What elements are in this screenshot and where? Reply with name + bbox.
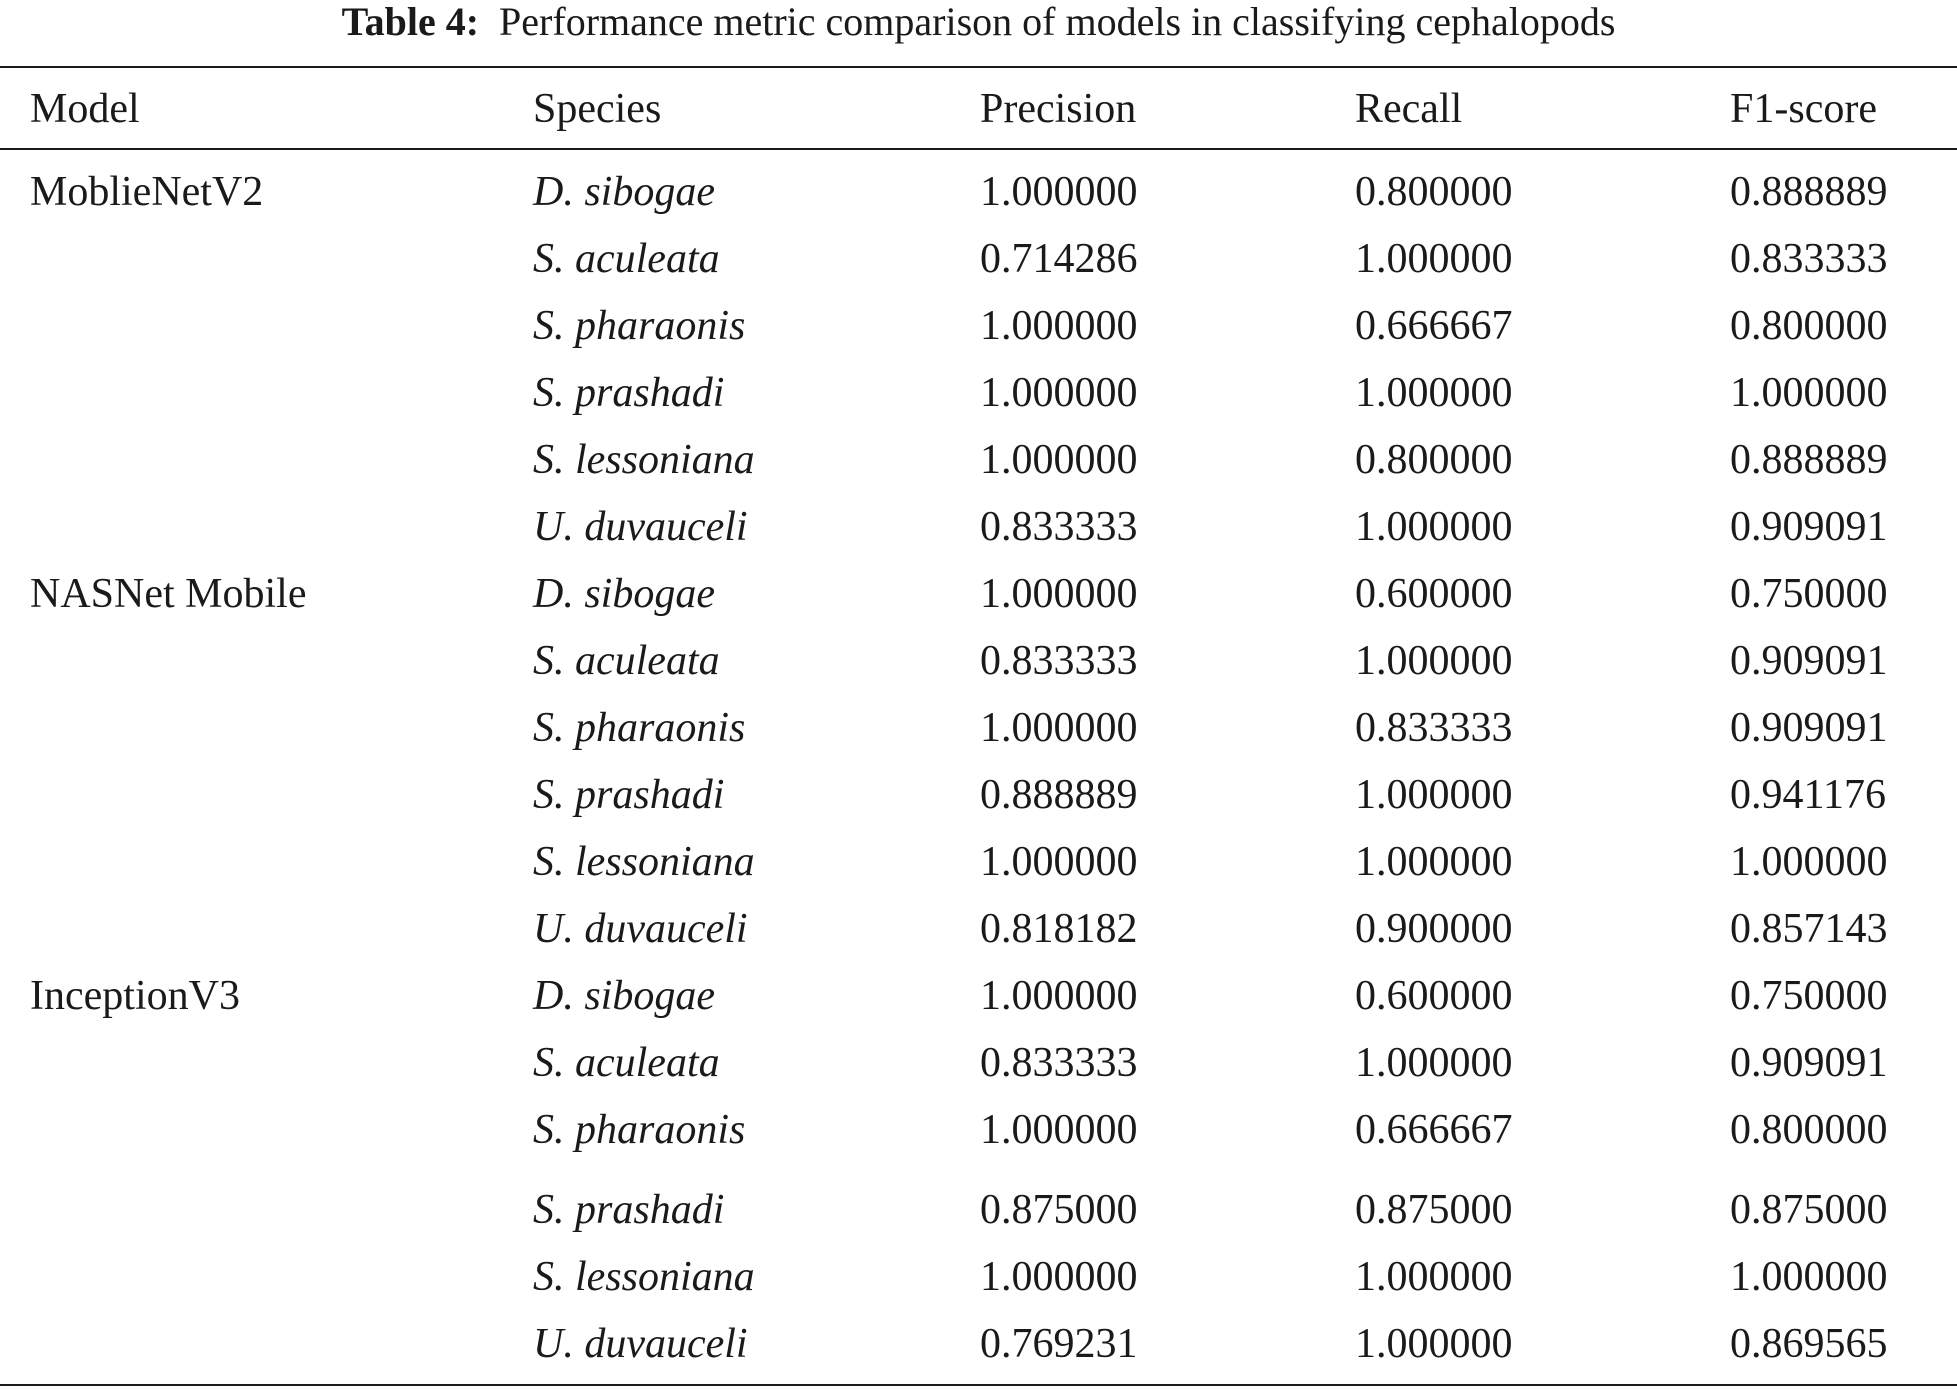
cell-species: S. prashadi xyxy=(533,370,725,416)
cell-f1-score: 0.909091 xyxy=(1730,638,1888,684)
cell-precision: 0.875000 xyxy=(980,1187,1138,1233)
cell-species: S. pharaonis xyxy=(533,705,746,751)
cell-species: U. duvauceli xyxy=(533,906,748,952)
cell-precision: 1.000000 xyxy=(980,437,1138,483)
cell-recall: 1.000000 xyxy=(1355,1321,1513,1367)
cell-model: InceptionV3 xyxy=(30,973,240,1019)
table-header-rule xyxy=(0,148,1957,150)
cell-recall: 0.666667 xyxy=(1355,303,1513,349)
cell-recall: 0.800000 xyxy=(1355,169,1513,215)
table-top-rule xyxy=(0,66,1957,68)
cell-f1-score: 1.000000 xyxy=(1730,1254,1888,1300)
cell-recall: 0.600000 xyxy=(1355,571,1513,617)
cell-species: S. prashadi xyxy=(533,772,725,818)
caption-text: Performance metric comparison of models in classifying cephalopods xyxy=(499,0,1616,44)
cell-recall: 1.000000 xyxy=(1355,1254,1513,1300)
cell-model: MoblieNetV2 xyxy=(30,169,264,215)
cell-f1-score: 0.800000 xyxy=(1730,303,1888,349)
cell-precision: 0.833333 xyxy=(980,504,1138,550)
table-caption xyxy=(0,0,1957,44)
cell-species: D. sibogae xyxy=(533,973,715,1019)
cell-f1-score: 0.875000 xyxy=(1730,1187,1888,1233)
cell-f1-score: 0.941176 xyxy=(1730,772,1886,818)
cell-precision: 0.714286 xyxy=(980,236,1138,282)
cell-model: NASNet Mobile xyxy=(30,571,307,617)
cell-f1-score: 0.800000 xyxy=(1730,1107,1888,1153)
cell-recall: 0.833333 xyxy=(1355,705,1513,751)
cell-recall: 0.800000 xyxy=(1355,437,1513,483)
cell-precision: 0.833333 xyxy=(980,1040,1138,1086)
cell-species: S. lessoniana xyxy=(533,1254,755,1300)
cell-species: S. lessoniana xyxy=(533,437,755,483)
header-recall: Recall xyxy=(1355,86,1463,132)
cell-precision: 1.000000 xyxy=(980,973,1138,1019)
cell-species: S. lessoniana xyxy=(533,839,755,885)
cell-species: S. pharaonis xyxy=(533,303,746,349)
cell-f1-score: 0.909091 xyxy=(1730,504,1888,550)
cell-species: U. duvauceli xyxy=(533,504,748,550)
caption-label: Table 4: xyxy=(341,0,480,44)
header-species: Species xyxy=(533,86,662,132)
cell-recall: 1.000000 xyxy=(1355,638,1513,684)
cell-f1-score: 0.888889 xyxy=(1730,169,1888,215)
cell-f1-score: 1.000000 xyxy=(1730,839,1888,885)
cell-recall: 0.875000 xyxy=(1355,1187,1513,1233)
cell-recall: 1.000000 xyxy=(1355,772,1513,818)
cell-f1-score: 0.909091 xyxy=(1730,705,1888,751)
cell-precision: 1.000000 xyxy=(980,839,1138,885)
cell-f1-score: 1.000000 xyxy=(1730,370,1888,416)
cell-f1-score: 0.750000 xyxy=(1730,571,1888,617)
cell-f1-score: 0.909091 xyxy=(1730,1040,1888,1086)
cell-species: S. aculeata xyxy=(533,638,720,684)
cell-precision: 1.000000 xyxy=(980,705,1138,751)
cell-precision: 1.000000 xyxy=(980,571,1138,617)
cell-species: D. sibogae xyxy=(533,571,715,617)
cell-precision: 1.000000 xyxy=(980,303,1138,349)
cell-species: S. prashadi xyxy=(533,1187,725,1233)
cell-recall: 0.900000 xyxy=(1355,906,1513,952)
cell-precision: 0.769231 xyxy=(980,1321,1138,1367)
cell-f1-score: 0.750000 xyxy=(1730,973,1888,1019)
cell-recall: 1.000000 xyxy=(1355,370,1513,416)
cell-precision: 1.000000 xyxy=(980,169,1138,215)
cell-f1-score: 0.888889 xyxy=(1730,437,1888,483)
cell-species: S. aculeata xyxy=(533,1040,720,1086)
cell-recall: 1.000000 xyxy=(1355,839,1513,885)
header-model: Model xyxy=(30,86,140,132)
cell-species: U. duvauceli xyxy=(533,1321,748,1367)
cell-species: D. sibogae xyxy=(533,169,715,215)
table-bottom-rule xyxy=(0,1384,1957,1386)
cell-recall: 1.000000 xyxy=(1355,1040,1513,1086)
cell-precision: 0.888889 xyxy=(980,772,1138,818)
header-precision: Precision xyxy=(980,86,1137,132)
cell-precision: 1.000000 xyxy=(980,370,1138,416)
cell-recall: 0.666667 xyxy=(1355,1107,1513,1153)
cell-recall: 1.000000 xyxy=(1355,236,1513,282)
cell-precision: 0.833333 xyxy=(980,638,1138,684)
cell-precision: 0.818182 xyxy=(980,906,1138,952)
cell-precision: 1.000000 xyxy=(980,1107,1138,1153)
cell-species: S. aculeata xyxy=(533,236,720,282)
cell-recall: 0.600000 xyxy=(1355,973,1513,1019)
cell-f1-score: 0.857143 xyxy=(1730,906,1888,952)
header-f1-score: F1-score xyxy=(1730,86,1877,132)
cell-precision: 1.000000 xyxy=(980,1254,1138,1300)
cell-f1-score: 0.833333 xyxy=(1730,236,1888,282)
cell-species: S. pharaonis xyxy=(533,1107,746,1153)
cell-recall: 1.000000 xyxy=(1355,504,1513,550)
cell-f1-score: 0.869565 xyxy=(1730,1321,1888,1367)
